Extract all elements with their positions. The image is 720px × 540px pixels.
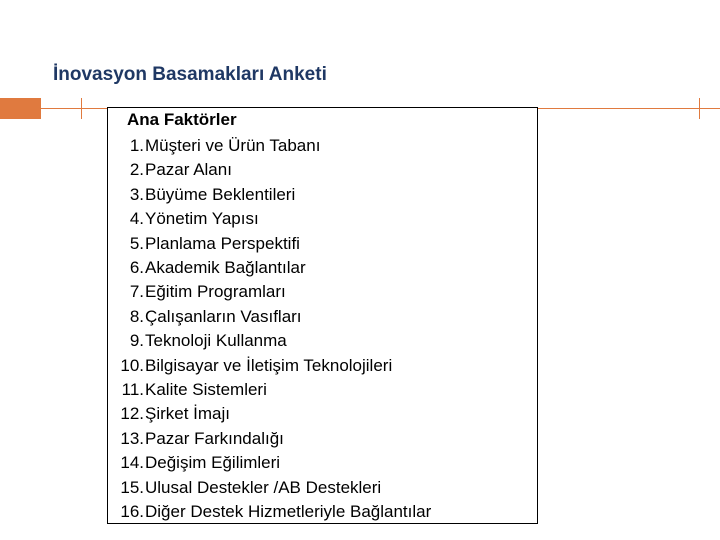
factor-label: Büyüme Beklentileri <box>145 184 296 204</box>
factor-item <box>112 282 286 302</box>
factor-list-heading: Ana Faktörler <box>127 110 237 129</box>
factor-item <box>112 258 306 278</box>
factor-number: 3. <box>129 184 144 204</box>
factor-item <box>112 307 302 327</box>
factor-item <box>112 453 280 473</box>
factor-number: 5. <box>129 233 144 253</box>
factor-label: Yönetim Yapısı <box>145 209 259 229</box>
factor-item <box>112 404 230 424</box>
factor-label: Diğer Destek Hizmetleriyle Bağlantılar <box>145 502 432 521</box>
factor-label: Pazar Alanı <box>145 160 232 180</box>
divider-tick <box>699 98 700 119</box>
factor-number: 9. <box>129 331 144 351</box>
accent-block <box>0 98 41 119</box>
factor-label: Akademik Bağlantılar <box>145 258 306 277</box>
factor-number: 4. <box>129 209 144 229</box>
factor-label: Planlama Perspektifi <box>145 233 300 253</box>
factor-label: Teknoloji Kullanma <box>145 331 287 351</box>
factor-label: Şirket İmajı <box>145 404 231 424</box>
factor-item <box>112 234 300 254</box>
factor-number: 6. <box>129 258 144 277</box>
factor-label: Pazar Farkındalığı <box>145 428 284 448</box>
factor-label: Ulusal Destekler /AB Destekleri <box>145 477 382 497</box>
factor-label: Bilgisayar ve İletişim Teknolojileri <box>145 355 393 375</box>
factor-label: Müşteri ve Ürün Tabanı <box>145 136 321 155</box>
factor-item <box>112 209 259 229</box>
factor-number: 16. <box>120 502 144 521</box>
factor-number: 15. <box>120 477 144 497</box>
factor-item <box>112 429 284 449</box>
factor-item <box>112 136 320 156</box>
factor-item <box>112 380 267 400</box>
factor-number: 1. <box>129 136 144 155</box>
factor-item <box>112 185 295 205</box>
factor-item <box>112 502 431 522</box>
factor-item <box>112 331 287 351</box>
factor-item <box>112 160 232 180</box>
factor-label: Eğitim Programları <box>145 282 286 302</box>
factor-item <box>112 478 381 498</box>
factor-number: 8. <box>129 306 144 326</box>
factor-number: 10. <box>120 355 144 375</box>
factor-label: Değişim Eğilimleri <box>145 453 281 473</box>
factor-number: 7. <box>129 282 144 302</box>
factor-number: 13. <box>120 428 144 448</box>
slide-title: İnovasyon Basamakları Anketi <box>53 64 327 85</box>
factor-number: 2. <box>129 160 144 180</box>
factor-number: 11. <box>121 380 144 399</box>
factor-number: 12. <box>120 404 144 424</box>
factor-list-box <box>107 107 538 524</box>
divider-tick <box>81 98 82 119</box>
factor-label: Çalışanların Vasıfları <box>145 306 302 326</box>
factor-number: 14. <box>120 453 144 473</box>
factor-item <box>112 356 392 376</box>
factor-label: Kalite Sistemleri <box>145 380 267 399</box>
